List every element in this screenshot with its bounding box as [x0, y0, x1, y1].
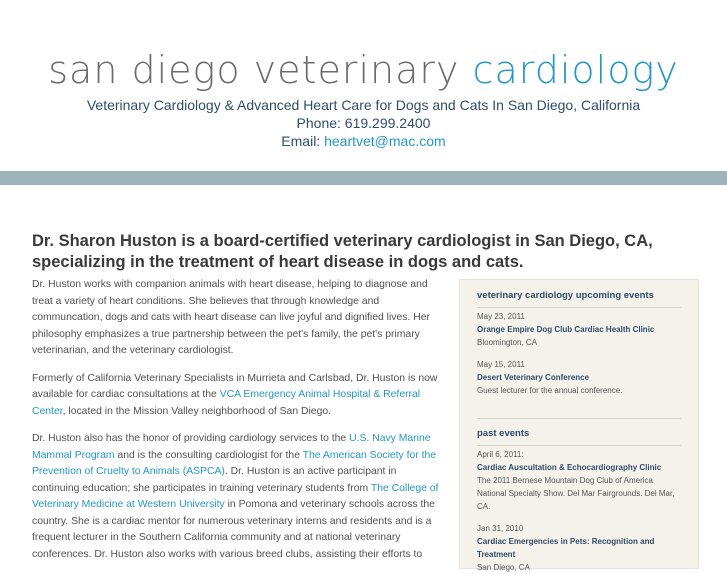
services-text-a: Dr. Huston also has the honor of providing cardiology services to the	[32, 433, 350, 444]
sidebar-divider	[477, 307, 681, 308]
event-description: The 2011 Bernese Mountain Dog Club of America National Specialty Show. Del Mar Fairgrounds. Del Mar, CA.	[477, 476, 675, 511]
vca-hospital-link[interactable]: VCA Emergency Animal Hospital & Referral Center	[32, 389, 421, 417]
event-description: San Diego, CA	[477, 563, 530, 572]
event-date: April 6, 2011:	[477, 450, 524, 459]
event-item	[477, 358, 681, 397]
location-text-b: , located in the Mission Valley neighborhood of San Diego.	[62, 405, 332, 417]
intro-paragraph: Dr. Huston works with companion animals with heart disease, helping to diagnose and treat a variety of heart conditions. She believes that through knowledge and communcation, dogs and cats with heart disease can live joyful and dignified lives. Her philosophy emphasizes a true partnership between the pet's family, the pet's primary veterinarian, and the veterinary cardiologist.	[32, 279, 430, 356]
header-divider-band	[0, 171, 727, 185]
email-label: Email:	[281, 133, 325, 149]
services-text-d: in Pomona and veterinary schools across the country. She is a cardiac mentor for numerous veterinary interns and residents and is a frequent lecturer in the Southern California community and at national veterinary conferences. Dr. Huston also works with various breed clubs, assisting their efforts to	[32, 499, 435, 560]
sidebar-divider	[477, 445, 681, 446]
event-item	[477, 522, 681, 574]
event-title: Cardiac Emergencies in Pets: Recognition and Treatment	[477, 537, 655, 559]
services-text-b: and is the consulting cardiologist for the	[114, 449, 303, 461]
event-description: Bloomington, CA	[477, 338, 538, 347]
events-sidebar	[459, 279, 699, 572]
phone-number: Phone: 619.299.2400	[296, 115, 431, 131]
upcoming-events-heading: veterinary cardiology upcoming events	[477, 290, 654, 301]
page-headline: Dr. Sharon Huston is a board-certified veterinary cardiologist in San Diego, CA, specializing in the treatment of heart disease in dogs and cats.	[32, 232, 653, 271]
logo-accent-text: cardiology	[472, 48, 679, 92]
event-item	[477, 448, 681, 513]
sidebar-divider	[477, 406, 681, 419]
past-events-heading: past events	[477, 428, 530, 439]
site-header	[0, 0, 727, 171]
event-title: Orange Empire Dog Club Cardiac Health Clinic	[477, 325, 655, 334]
navy-marine-mammal-link[interactable]: U.S. Navy Marine Mammal Program	[32, 433, 431, 461]
event-description: Guest lecturer for the annual conference.	[477, 386, 623, 395]
western-university-link[interactable]: The College of Veterinary Medicine at Western University	[32, 482, 439, 510]
services-text-c: . Dr. Huston is an active participant in continuing education; she participates in training veterinary students from	[32, 466, 397, 494]
location-text-a: Formerly of California Veterinary Specialists in Murrieta and Carlsbad, Dr. Huston is now available for cardiac consultations at the	[32, 372, 438, 400]
email-line	[0, 132, 727, 150]
location-paragraph	[32, 371, 442, 421]
aspca-link[interactable]: The American Society for the Prevention of Cruelty to Animals (ASPCA)	[32, 449, 437, 477]
site-logo[interactable]	[0, 44, 727, 96]
event-title: Desert Veterinary Conference	[477, 373, 590, 382]
site-tagline: Veterinary Cardiology & Advanced Heart Care for Dogs and Cats In San Diego, California	[86, 97, 641, 113]
event-date: Jan 31, 2010	[477, 524, 524, 533]
logo-main-text: san diego veterinary	[48, 48, 473, 92]
event-item	[477, 310, 681, 349]
email-link[interactable]: heartvet@mac.com	[324, 133, 446, 149]
event-date: May 15, 2011	[477, 360, 525, 369]
main-content	[32, 277, 442, 574]
services-paragraph	[32, 431, 442, 563]
event-date: May 23, 2011	[477, 312, 525, 321]
event-title: Cardiac Auscultation & Echocardiography Clinic	[477, 463, 662, 472]
